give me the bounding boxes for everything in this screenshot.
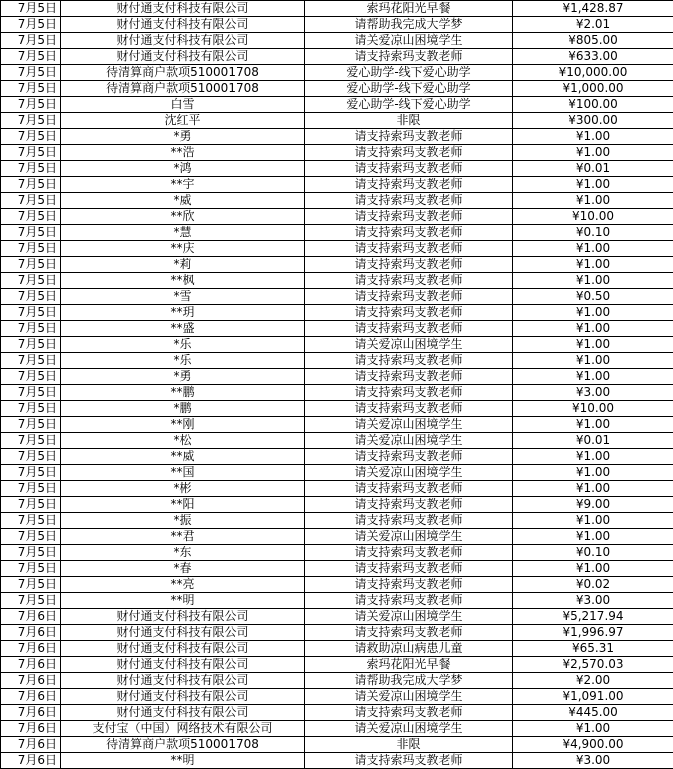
purpose-cell: 请支持索玛支教老师 bbox=[305, 385, 513, 401]
name-cell: *勇 bbox=[61, 369, 305, 385]
date-cell: 7月6日 bbox=[1, 753, 61, 769]
table-row bbox=[1, 433, 673, 449]
purpose-cell: 爱心助学-线下爱心助学 bbox=[305, 65, 513, 81]
purpose-cell: 请支持索玛支教老师 bbox=[305, 193, 513, 209]
amount-cell: ¥3.00 bbox=[513, 753, 673, 769]
amount-cell: ¥1.00 bbox=[513, 449, 673, 465]
purpose-cell: 请关爱凉山困境学生 bbox=[305, 417, 513, 433]
amount-cell: ¥633.00 bbox=[513, 49, 673, 65]
purpose-cell: 索玛花阳光早餐 bbox=[305, 1, 513, 17]
amount-cell: ¥1.00 bbox=[513, 465, 673, 481]
table-row bbox=[1, 401, 673, 417]
name-cell: **明 bbox=[61, 593, 305, 609]
date-cell: 7月6日 bbox=[1, 721, 61, 737]
date-cell: 7月5日 bbox=[1, 209, 61, 225]
amount-cell: ¥0.01 bbox=[513, 161, 673, 177]
table-row bbox=[1, 577, 673, 593]
date-cell: 7月5日 bbox=[1, 513, 61, 529]
date-cell: 7月5日 bbox=[1, 465, 61, 481]
table-row bbox=[1, 177, 673, 193]
purpose-cell: 请关爱凉山困境学生 bbox=[305, 529, 513, 545]
name-cell: **庆 bbox=[61, 241, 305, 257]
name-cell: *振 bbox=[61, 513, 305, 529]
name-cell: 待清算商户款项510001708 bbox=[61, 737, 305, 753]
amount-cell: ¥100.00 bbox=[513, 97, 673, 113]
date-cell: 7月5日 bbox=[1, 401, 61, 417]
date-cell: 7月5日 bbox=[1, 241, 61, 257]
amount-cell: ¥0.10 bbox=[513, 225, 673, 241]
date-cell: 7月5日 bbox=[1, 81, 61, 97]
amount-cell: ¥1.00 bbox=[513, 337, 673, 353]
amount-cell: ¥1.00 bbox=[513, 273, 673, 289]
table-row bbox=[1, 497, 673, 513]
amount-cell: ¥1,091.00 bbox=[513, 689, 673, 705]
amount-cell: ¥1.00 bbox=[513, 369, 673, 385]
name-cell: 财付通支付科技有限公司 bbox=[61, 17, 305, 33]
table-row bbox=[1, 129, 673, 145]
table-row bbox=[1, 241, 673, 257]
amount-cell: ¥10.00 bbox=[513, 401, 673, 417]
amount-cell: ¥1,996.97 bbox=[513, 625, 673, 641]
date-cell: 7月5日 bbox=[1, 161, 61, 177]
table-body bbox=[1, 1, 673, 769]
date-cell: 7月5日 bbox=[1, 385, 61, 401]
purpose-cell: 请关爱凉山困境学生 bbox=[305, 433, 513, 449]
amount-cell: ¥1.00 bbox=[513, 177, 673, 193]
amount-cell: ¥9.00 bbox=[513, 497, 673, 513]
date-cell: 7月5日 bbox=[1, 369, 61, 385]
amount-cell: ¥1.00 bbox=[513, 321, 673, 337]
amount-cell: ¥1.00 bbox=[513, 417, 673, 433]
table-row bbox=[1, 161, 673, 177]
amount-cell: ¥0.50 bbox=[513, 289, 673, 305]
purpose-cell: 请支持索玛支教老师 bbox=[305, 321, 513, 337]
date-cell: 7月5日 bbox=[1, 433, 61, 449]
table-row bbox=[1, 209, 673, 225]
amount-cell: ¥1.00 bbox=[513, 561, 673, 577]
amount-cell: ¥1.00 bbox=[513, 481, 673, 497]
table-row bbox=[1, 17, 673, 33]
table-row bbox=[1, 337, 673, 353]
amount-cell: ¥2.00 bbox=[513, 673, 673, 689]
amount-cell: ¥1.00 bbox=[513, 529, 673, 545]
amount-cell: ¥1.00 bbox=[513, 241, 673, 257]
table-row bbox=[1, 97, 673, 113]
date-cell: 7月5日 bbox=[1, 417, 61, 433]
purpose-cell: 请支持索玛支教老师 bbox=[305, 545, 513, 561]
table-row bbox=[1, 641, 673, 657]
purpose-cell: 请关爱凉山困境学生 bbox=[305, 609, 513, 625]
amount-cell: ¥0.02 bbox=[513, 577, 673, 593]
amount-cell: ¥1.00 bbox=[513, 129, 673, 145]
purpose-cell: 索玛花阳光早餐 bbox=[305, 657, 513, 673]
purpose-cell: 请支持索玛支教老师 bbox=[305, 353, 513, 369]
name-cell: *乐 bbox=[61, 337, 305, 353]
table-row bbox=[1, 561, 673, 577]
name-cell: **阳 bbox=[61, 497, 305, 513]
amount-cell: ¥1.00 bbox=[513, 721, 673, 737]
table-row bbox=[1, 353, 673, 369]
amount-cell: ¥1.00 bbox=[513, 305, 673, 321]
date-cell: 7月5日 bbox=[1, 353, 61, 369]
purpose-cell: 请帮助我完成大学梦 bbox=[305, 17, 513, 33]
date-cell: 7月5日 bbox=[1, 545, 61, 561]
purpose-cell: 请支持索玛支教老师 bbox=[305, 625, 513, 641]
table-row bbox=[1, 721, 673, 737]
date-cell: 7月6日 bbox=[1, 625, 61, 641]
name-cell: **浩 bbox=[61, 145, 305, 161]
purpose-cell: 请支持索玛支教老师 bbox=[305, 401, 513, 417]
table-row bbox=[1, 369, 673, 385]
amount-cell: ¥4,900.00 bbox=[513, 737, 673, 753]
table-row bbox=[1, 321, 673, 337]
name-cell: **欣 bbox=[61, 209, 305, 225]
purpose-cell: 请支持索玛支教老师 bbox=[305, 561, 513, 577]
name-cell: *彬 bbox=[61, 481, 305, 497]
purpose-cell: 请关爱凉山困境学生 bbox=[305, 33, 513, 49]
amount-cell: ¥10,000.00 bbox=[513, 65, 673, 81]
amount-cell: ¥2,570.03 bbox=[513, 657, 673, 673]
name-cell: 沈红平 bbox=[61, 113, 305, 129]
name-cell: 白雪 bbox=[61, 97, 305, 113]
date-cell: 7月5日 bbox=[1, 321, 61, 337]
name-cell: 待清算商户款项510001708 bbox=[61, 65, 305, 81]
table-row bbox=[1, 113, 673, 129]
name-cell: *乐 bbox=[61, 353, 305, 369]
date-cell: 7月5日 bbox=[1, 65, 61, 81]
name-cell: 财付通支付科技有限公司 bbox=[61, 609, 305, 625]
amount-cell: ¥5,217.94 bbox=[513, 609, 673, 625]
amount-cell: ¥805.00 bbox=[513, 33, 673, 49]
purpose-cell: 请支持索玛支教老师 bbox=[305, 593, 513, 609]
table-row bbox=[1, 193, 673, 209]
purpose-cell: 请支持索玛支教老师 bbox=[305, 753, 513, 769]
purpose-cell: 非限 bbox=[305, 113, 513, 129]
purpose-cell: 请支持索玛支教老师 bbox=[305, 161, 513, 177]
amount-cell: ¥300.00 bbox=[513, 113, 673, 129]
amount-cell: ¥0.10 bbox=[513, 545, 673, 561]
name-cell: *东 bbox=[61, 545, 305, 561]
name-cell: *威 bbox=[61, 193, 305, 209]
purpose-cell: 请支持索玛支教老师 bbox=[305, 145, 513, 161]
date-cell: 7月6日 bbox=[1, 673, 61, 689]
date-cell: 7月5日 bbox=[1, 305, 61, 321]
amount-cell: ¥1.00 bbox=[513, 193, 673, 209]
date-cell: 7月6日 bbox=[1, 705, 61, 721]
name-cell: **亮 bbox=[61, 577, 305, 593]
name-cell: **威 bbox=[61, 449, 305, 465]
name-cell: 财付通支付科技有限公司 bbox=[61, 641, 305, 657]
date-cell: 7月6日 bbox=[1, 641, 61, 657]
name-cell: **国 bbox=[61, 465, 305, 481]
amount-cell: ¥65.31 bbox=[513, 641, 673, 657]
purpose-cell: 请关爱凉山困境学生 bbox=[305, 689, 513, 705]
table-row bbox=[1, 625, 673, 641]
purpose-cell: 请支持索玛支教老师 bbox=[305, 705, 513, 721]
amount-cell: ¥445.00 bbox=[513, 705, 673, 721]
amount-cell: ¥2.01 bbox=[513, 17, 673, 33]
amount-cell: ¥1.00 bbox=[513, 353, 673, 369]
date-cell: 7月5日 bbox=[1, 193, 61, 209]
date-cell: 7月5日 bbox=[1, 273, 61, 289]
purpose-cell: 请支持索玛支教老师 bbox=[305, 225, 513, 241]
purpose-cell: 请支持索玛支教老师 bbox=[305, 257, 513, 273]
name-cell: **枫 bbox=[61, 273, 305, 289]
table-row bbox=[1, 417, 673, 433]
amount-cell: ¥3.00 bbox=[513, 385, 673, 401]
table-row bbox=[1, 481, 673, 497]
name-cell: *鸿 bbox=[61, 161, 305, 177]
table-row bbox=[1, 273, 673, 289]
date-cell: 7月5日 bbox=[1, 497, 61, 513]
amount-cell: ¥10.00 bbox=[513, 209, 673, 225]
purpose-cell: 请支持索玛支教老师 bbox=[305, 481, 513, 497]
date-cell: 7月5日 bbox=[1, 481, 61, 497]
table-row bbox=[1, 753, 673, 769]
date-cell: 7月6日 bbox=[1, 737, 61, 753]
purpose-cell: 请支持索玛支教老师 bbox=[305, 513, 513, 529]
table-row bbox=[1, 145, 673, 161]
name-cell: 财付通支付科技有限公司 bbox=[61, 33, 305, 49]
table-row bbox=[1, 609, 673, 625]
table-row bbox=[1, 593, 673, 609]
name-cell: *松 bbox=[61, 433, 305, 449]
name-cell: **玥 bbox=[61, 305, 305, 321]
date-cell: 7月5日 bbox=[1, 97, 61, 113]
purpose-cell: 请支持索玛支教老师 bbox=[305, 289, 513, 305]
date-cell: 7月5日 bbox=[1, 449, 61, 465]
table-row bbox=[1, 673, 673, 689]
purpose-cell: 请关爱凉山困境学生 bbox=[305, 465, 513, 481]
name-cell: 财付通支付科技有限公司 bbox=[61, 49, 305, 65]
table-row bbox=[1, 705, 673, 721]
table-row bbox=[1, 257, 673, 273]
purpose-cell: 请支持索玛支教老师 bbox=[305, 129, 513, 145]
name-cell: **盛 bbox=[61, 321, 305, 337]
name-cell: *春 bbox=[61, 561, 305, 577]
name-cell: 财付通支付科技有限公司 bbox=[61, 689, 305, 705]
name-cell: 待清算商户款项510001708 bbox=[61, 81, 305, 97]
date-cell: 7月5日 bbox=[1, 561, 61, 577]
table-row bbox=[1, 49, 673, 65]
purpose-cell: 爱心助学-线下爱心助学 bbox=[305, 97, 513, 113]
purpose-cell: 请救助凉山病患儿童 bbox=[305, 641, 513, 657]
name-cell: *勇 bbox=[61, 129, 305, 145]
purpose-cell: 请支持索玛支教老师 bbox=[305, 497, 513, 513]
name-cell: **鹏 bbox=[61, 385, 305, 401]
date-cell: 7月5日 bbox=[1, 529, 61, 545]
table-row bbox=[1, 545, 673, 561]
date-cell: 7月5日 bbox=[1, 257, 61, 273]
purpose-cell: 请支持索玛支教老师 bbox=[305, 273, 513, 289]
date-cell: 7月5日 bbox=[1, 113, 61, 129]
date-cell: 7月5日 bbox=[1, 577, 61, 593]
name-cell: 财付通支付科技有限公司 bbox=[61, 705, 305, 721]
date-cell: 7月6日 bbox=[1, 657, 61, 673]
amount-cell: ¥1,000.00 bbox=[513, 81, 673, 97]
date-cell: 7月5日 bbox=[1, 49, 61, 65]
date-cell: 7月5日 bbox=[1, 593, 61, 609]
date-cell: 7月5日 bbox=[1, 177, 61, 193]
table-row bbox=[1, 289, 673, 305]
purpose-cell: 请支持索玛支教老师 bbox=[305, 209, 513, 225]
amount-cell: ¥1.00 bbox=[513, 145, 673, 161]
table-row bbox=[1, 449, 673, 465]
purpose-cell: 请关爱凉山困境学生 bbox=[305, 337, 513, 353]
purpose-cell: 请支持索玛支教老师 bbox=[305, 305, 513, 321]
name-cell: *慧 bbox=[61, 225, 305, 241]
date-cell: 7月5日 bbox=[1, 33, 61, 49]
amount-cell: ¥3.00 bbox=[513, 593, 673, 609]
table-row bbox=[1, 81, 673, 97]
table-row bbox=[1, 689, 673, 705]
purpose-cell: 爱心助学-线下爱心助学 bbox=[305, 81, 513, 97]
name-cell: 财付通支付科技有限公司 bbox=[61, 657, 305, 673]
date-cell: 7月5日 bbox=[1, 17, 61, 33]
name-cell: *雪 bbox=[61, 289, 305, 305]
table-row bbox=[1, 33, 673, 49]
name-cell: **君 bbox=[61, 529, 305, 545]
date-cell: 7月5日 bbox=[1, 289, 61, 305]
purpose-cell: 请关爱凉山困境学生 bbox=[305, 721, 513, 737]
name-cell: **刚 bbox=[61, 417, 305, 433]
date-cell: 7月5日 bbox=[1, 145, 61, 161]
name-cell: *莉 bbox=[61, 257, 305, 273]
table-row bbox=[1, 385, 673, 401]
date-cell: 7月6日 bbox=[1, 609, 61, 625]
purpose-cell: 请支持索玛支教老师 bbox=[305, 177, 513, 193]
date-cell: 7月6日 bbox=[1, 689, 61, 705]
purpose-cell: 非限 bbox=[305, 737, 513, 753]
table-row bbox=[1, 305, 673, 321]
amount-cell: ¥1.00 bbox=[513, 513, 673, 529]
purpose-cell: 请帮助我完成大学梦 bbox=[305, 673, 513, 689]
table-row bbox=[1, 1, 673, 17]
name-cell: 财付通支付科技有限公司 bbox=[61, 673, 305, 689]
purpose-cell: 请支持索玛支教老师 bbox=[305, 241, 513, 257]
table-row bbox=[1, 65, 673, 81]
amount-cell: ¥1.00 bbox=[513, 257, 673, 273]
name-cell: 财付通支付科技有限公司 bbox=[61, 1, 305, 17]
date-cell: 7月5日 bbox=[1, 129, 61, 145]
date-cell: 7月5日 bbox=[1, 225, 61, 241]
amount-cell: ¥1,428.87 bbox=[513, 1, 673, 17]
amount-cell: ¥0.01 bbox=[513, 433, 673, 449]
table-row bbox=[1, 737, 673, 753]
table-row bbox=[1, 657, 673, 673]
table-row bbox=[1, 465, 673, 481]
name-cell: 财付通支付科技有限公司 bbox=[61, 625, 305, 641]
date-cell: 7月5日 bbox=[1, 337, 61, 353]
purpose-cell: 请支持索玛支教老师 bbox=[305, 577, 513, 593]
table-row bbox=[1, 529, 673, 545]
purpose-cell: 请支持索玛支教老师 bbox=[305, 369, 513, 385]
name-cell: **宇 bbox=[61, 177, 305, 193]
date-cell: 7月5日 bbox=[1, 1, 61, 17]
name-cell: 支付宝（中国）网络技术有限公司 bbox=[61, 721, 305, 737]
purpose-cell: 请支持索玛支教老师 bbox=[305, 449, 513, 465]
name-cell: **明 bbox=[61, 753, 305, 769]
name-cell: *鹏 bbox=[61, 401, 305, 417]
purpose-cell: 请支持索玛支教老师 bbox=[305, 49, 513, 65]
table-row bbox=[1, 225, 673, 241]
table-row bbox=[1, 513, 673, 529]
